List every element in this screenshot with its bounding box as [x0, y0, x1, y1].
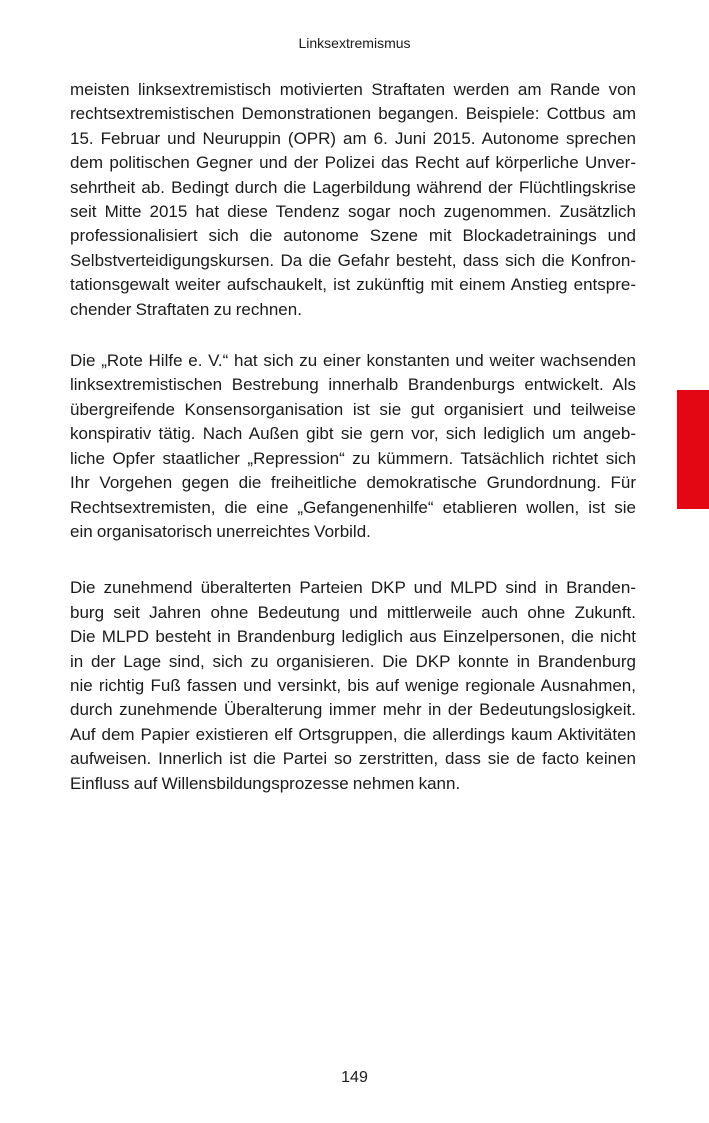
- text-line: Auf dem Papier existieren elf Ortsgruppen, die allerdings kaum Aktivitäten: [70, 724, 636, 744]
- text-line: durch zunehmende Überalterung immer mehr in der Bedeutungslosigkeit.: [70, 700, 636, 720]
- text-line: Die zunehmend überalterten Parteien DKP und MLPD sind in Branden-: [70, 578, 636, 598]
- text-line: rechtsextremistischen Demonstrationen begangen. Beispiele: Cottbus am: [70, 104, 636, 124]
- text-line: linksextremistischen Bestrebung innerhalb Brandenburgs entwickelt. Als: [70, 375, 636, 395]
- text-line: nie richtig Fuß fassen und versinkt, bis auf wenige regionale Ausnahmen,: [70, 675, 636, 695]
- body-text: [70, 78, 636, 796]
- text-line: tationsgewalt weiter aufschaukelt, ist zukünftig mit einem Anstieg entspre-: [70, 275, 636, 295]
- text-line: meisten linksextremistisch motivierten Straftaten werden am Rande von: [70, 80, 636, 99]
- section-thumb-marker: [677, 390, 709, 509]
- page-number: 149: [341, 1069, 368, 1086]
- text-line: übergreifende Konsensorganisation ist sie gut organisiert und teilweise: [70, 399, 636, 419]
- text-line: Ihr Vorgehen gegen die freiheitliche demokratische Grundordnung. Für: [70, 473, 636, 493]
- text-line: sehrtheit ab. Bedingt durch die Lagerbildung während der Flüchtlingskrise: [70, 177, 636, 197]
- text-line: Rechtsextremisten, die eine „Gefangenenhilfe“ etablieren wollen, ist sie: [70, 497, 636, 517]
- running-header: Linksextremismus: [298, 35, 411, 51]
- paragraph-2: [70, 349, 636, 544]
- text-line: in der Lage sind, sich zu organisieren. Die DKP konnte in Brandenburg: [70, 651, 636, 671]
- text-line: aufweisen. Innerlich ist die Partei so zerstritten, dass sie de facto keinen: [70, 749, 636, 769]
- text-line: burg seit Jahren ohne Bedeutung und mittlerweile auch ohne Zukunft.: [70, 602, 636, 622]
- text-line: seit Mitte 2015 hat diese Tendenz sogar noch zugenommen. Zusätzlich: [70, 202, 636, 222]
- text-line: liche Opfer staatlicher „Repression“ zu kümmern. Tatsächlich richtet sich: [70, 448, 636, 468]
- text-line: dem politischen Gegner und der Polizei das Recht auf körperliche Unver-: [70, 153, 636, 173]
- text-line: 15. Februar und Neuruppin (OPR) am 6. Juni 2015. Autonome sprechen: [70, 128, 636, 148]
- text-line: Einfluss auf Willensbildungsprozesse nehmen kann.: [70, 773, 461, 793]
- text-line: chender Straftaten zu rechnen.: [70, 299, 302, 319]
- text-line: ein organisatorisch unerreichtes Vorbild.: [70, 521, 371, 541]
- text-line: Die „Rote Hilfe e. V.“ hat sich zu einer konstanten und weiter wachsenden: [70, 351, 636, 371]
- paragraph-1: [70, 78, 636, 322]
- text-line: konspirativ tätig. Nach Außen gibt sie gern vor, sich lediglich um angeb-: [70, 424, 636, 444]
- paragraph-3: [70, 576, 636, 796]
- text-line: Die MLPD besteht in Brandenburg lediglich aus Einzelpersonen, die nicht: [70, 627, 636, 647]
- text-line: Selbstverteidigungskursen. Da die Gefahr besteht, dass sich die Konfron-: [70, 250, 636, 270]
- text-line: professionalisiert sich die autonome Szene mit Blockadetrainings und: [70, 226, 636, 246]
